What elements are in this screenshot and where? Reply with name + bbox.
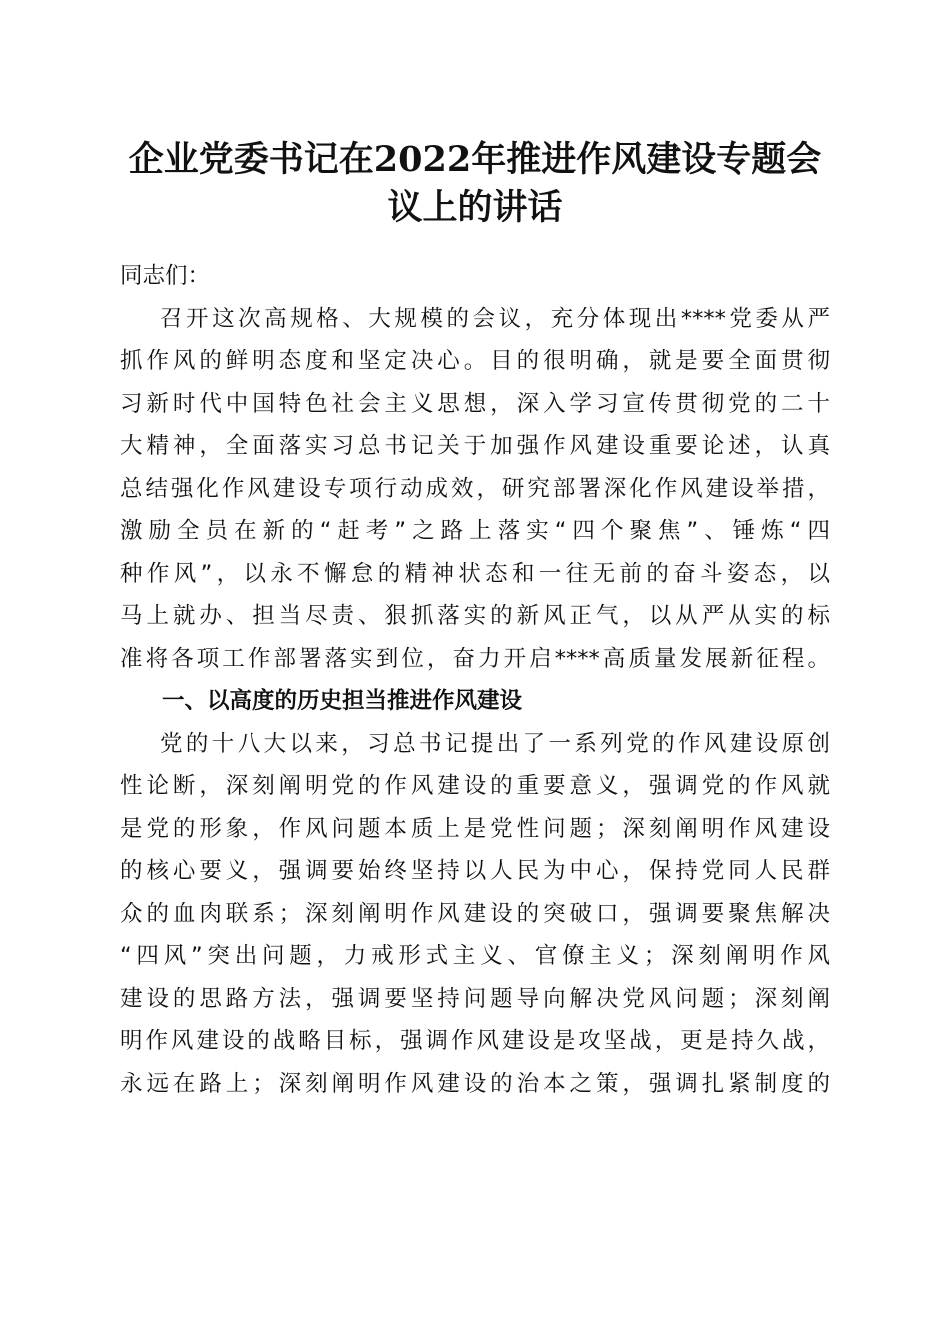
paragraph-line: 党的十八大以来，习总书记提出了一系列党的作风建设原创 (160, 730, 830, 757)
paragraph-line: 大精神，全面落实习总书记关于加强作风建设重要论述，认真 (120, 433, 830, 459)
paragraph-line: 永远在路上；深刻阐明作风建设的治本之策，强调扎紧制度的 (120, 1070, 830, 1097)
title-line-2: 议上的讲话 (387, 187, 563, 228)
document-title (100, 136, 850, 232)
paragraph-line: “四风”突出问题，力戒形式主义、官僚主义；深刻阐明作风 (120, 943, 830, 969)
section-heading-1: 一、以高度的历史担当推进作风建设 (162, 688, 523, 714)
title-line-1: 企业党委书记在2022年推进作风建设专题会 (128, 139, 822, 180)
paragraph-line: 性论断，深刻阐明党的作风建设的重要意义，强调党的作风就 (120, 773, 830, 799)
paragraph-line: 激励全员在新的“赶考”之路上落实“四个聚焦”、锤炼“四 (120, 518, 830, 544)
paragraph-2 (120, 723, 830, 1106)
paragraph-1 (120, 298, 830, 681)
paragraph-line: 习新时代中国特色社会主义思想，深入学习宣传贯彻党的二十 (120, 390, 830, 417)
paragraph-line: 召开这次高规格、大规模的会议，充分体现出****党委从严 (160, 305, 830, 332)
paragraph-line: 抓作风的鲜明态度和坚定决心。目的很明确，就是要全面贯彻 (120, 348, 830, 374)
paragraph-line: 明作风建设的战略目标，强调作风建设是攻坚战，更是持久战， (120, 1028, 830, 1054)
paragraph-line: 马上就办、担当尽责、狠抓落实的新风正气，以从严从实的标 (120, 603, 830, 629)
paragraph-line: 种作风”，以永不懈怠的精神状态和一往无前的奋斗姿态，以 (120, 560, 830, 587)
paragraph-line: 的核心要义，强调要始终坚持以人民为中心，保持党同人民群 (120, 858, 830, 884)
document-body (120, 255, 830, 1105)
paragraph-line: 总结强化作风建设专项行动成效，研究部署深化作风建设举措， (120, 475, 830, 502)
paragraph-line: 建设的思路方法，强调要坚持问题导向解决党风问题；深刻阐 (120, 985, 830, 1012)
paragraph-line: 是党的形象，作风问题本质上是党性问题；深刻阐明作风建设 (120, 815, 830, 842)
greeting: 同志们： (120, 263, 211, 289)
paragraph-line: 准将各项工作部署落实到位，奋力开启****高质量发展新征程。 (120, 645, 830, 672)
paragraph-line: 众的血肉联系；深刻阐明作风建设的突破口，强调要聚焦解决 (120, 900, 830, 927)
